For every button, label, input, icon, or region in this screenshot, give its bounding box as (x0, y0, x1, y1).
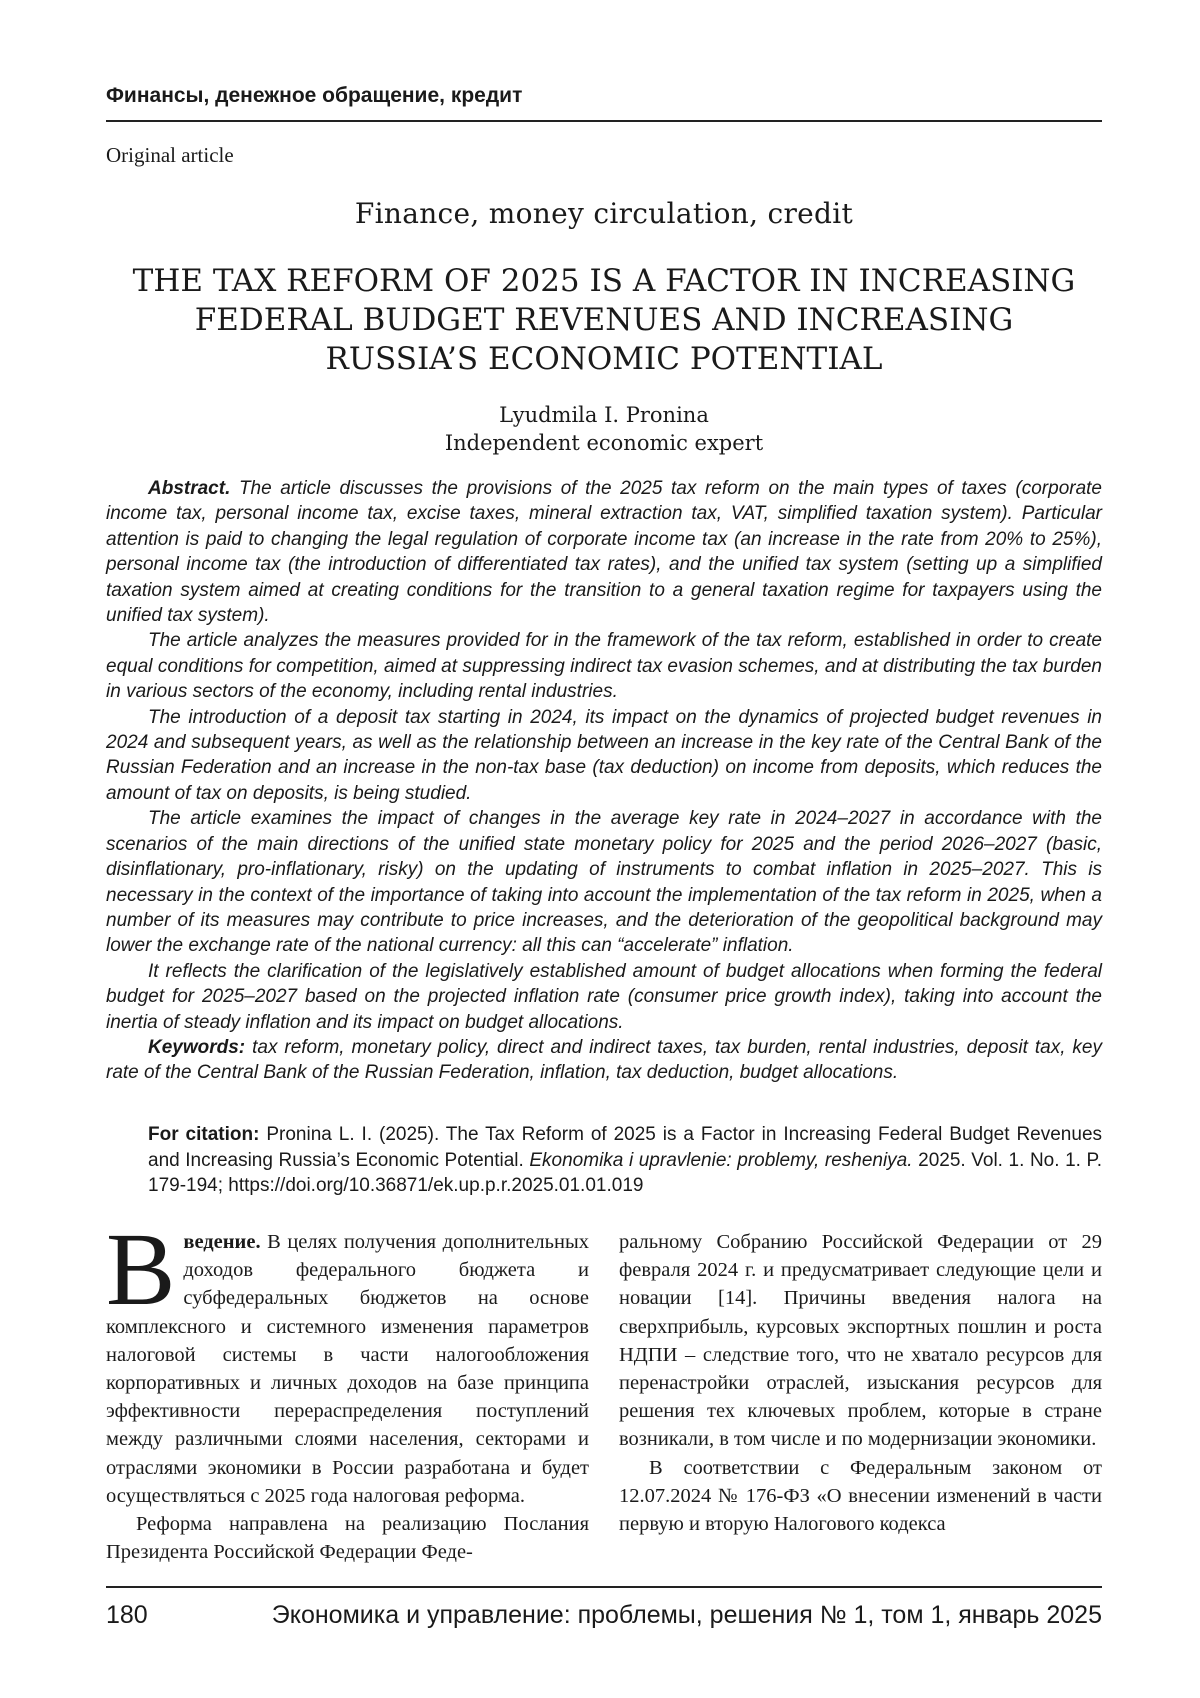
abstract-paragraph: The article examines the impact of changes in the average key rate in 2024–2027 in accordance with the scenarios of the main directions of the unified state monetary policy for 2025 and the period 2026–2027 (basic, disinflationary, pro-inflationary, risky) on the updating of instruments to combat inflation in 2025–2027. This is necessary in the context of the importance of taking into account the implementation of the tax reform in 2025, when a number of its measures may contribute to price increases, and the deterioration of the geopolitical background may lower the exchange rate of the national currency: all this can “accelerate” inflation. (106, 806, 1102, 958)
abstract-label: Abstract. (148, 478, 230, 499)
header-rule (106, 120, 1102, 122)
keywords (106, 1035, 1102, 1086)
keywords-text: tax reform, monetary policy, direct and indirect taxes, tax burden, rental industries, deposit tax, key rate of the Central Bank of the Russian Federation, inflation, tax deduction, budget allocations. (106, 1037, 1102, 1083)
citation-journal: Ekonomika i upravlenie: problemy, resheniya. (529, 1150, 912, 1171)
abstract-paragraph (106, 476, 1102, 628)
body-paragraph: Реформа направлена на реализацию Послания Президента Российской Федерации Феде- (106, 1510, 589, 1566)
section-title: Finance, money circulation, credit (106, 197, 1102, 230)
citation-details: 2025. Vol. 1. No. 1. P. 179-194; https://doi.org/10.36871/ek.up.p.r.2025.01.01.019 (148, 1150, 1102, 1197)
footer-rule (106, 1586, 1102, 1588)
citation-label: For citation: (148, 1124, 259, 1145)
journal-footer: Экономика и управление: проблемы, решения № 1, том 1, январь 2025 (272, 1601, 1102, 1630)
body-paragraph: В соответствии с Федеральным законом от 12.07.2024 № 176-ФЗ «О внесении изменений в части первую и вторую Налогового кодекса (619, 1454, 1102, 1539)
article-title-line: FEDERAL BUDGET REVENUES AND INCREASING (106, 301, 1102, 340)
running-title: Финансы, денежное обращение, кредит (106, 84, 1102, 108)
section-lead-word: ведение. (183, 1231, 260, 1253)
article-type: Original article (106, 143, 234, 168)
body-paragraph: ральному Собранию Российской Федерации от 29 февраля 2024 г. и предусматривает следующие цели и новации [14]. Причины введения налога на сверхприбыль, курсовых экспортных пошлин и роста НДПИ – следствие того, что не хватало ресурсов для перенастройки отраслей, изыскания ресурсов для решения тех ключевых проблем, которые в стране возникали, в том числе и по модернизации экономики. (619, 1228, 1102, 1454)
keywords-label: Keywords: (148, 1037, 245, 1058)
abstract-paragraph: The introduction of a deposit tax starting in 2024, its impact on the dynamics of projected budget revenues in 2024 and subsequent years, as well as the relationship between an increase in the key rate of the Central Bank of the Russian Federation and an increase in the non-tax base (tax deduction) on income from deposits, which reduces the amount of tax on deposits, is being studied. (106, 705, 1102, 807)
body-column-right (619, 1228, 1102, 1538)
article-title (106, 262, 1102, 379)
abstract-paragraph: It reflects the clarification of the legislatively established amount of budget allocations when forming the federal budget for 2025–2027 based on the projected inflation rate (consumer price growth index), taking into account the inertia of steady inflation and its impact on budget allocations. (106, 959, 1102, 1035)
body-column-left (106, 1228, 589, 1566)
citation-block (148, 1122, 1102, 1199)
citation-text: Pronina L. I. (2025). The Tax Reform of 2025 is a Factor in Increasing Federal Budget Revenues and Increasing Russia’s Economic Potential. (148, 1124, 1102, 1171)
abstract-paragraph: The article analyzes the measures provided for in the framework of the tax reform, established in order to create equal conditions for competition, aimed at suppressing indirect tax evasion schemes, and at distributing the tax burden in various sectors of the economy, including rental industries. (106, 628, 1102, 704)
drop-cap: В (106, 1230, 175, 1310)
abstract-text: The article discusses the provisions of the 2025 tax reform on the main types of taxes (corporate income tax, personal income tax, excise taxes, mineral extraction tax, VAT, simplified taxation system). Particular attention is paid to changing the legal regulation of corporate income tax (an increase in the rate from 20% to 25%), personal income tax (the introduction of differentiated tax rates), and the unified tax system (setting up a simplified taxation system aimed at creating conditions for the transition to a general taxation regime for taxpayers using the unified tax system). (106, 478, 1102, 626)
body-text: В целях получения дополнительных доходов федерального бюджета и субфедеральных бюджетов на основе комплексного и системного изменения параметров налоговой системы в части налогообложения корпоративных и личных доходов на базе принципа эффективности перераспределения поступлений между различными слоями населения, секторами и отраслями экономики в России разработана и будет осуществляться с 2025 года налоговая реформа. (106, 1231, 589, 1507)
article-title-line: RUSSIA’S ECONOMIC POTENTIAL (106, 340, 1102, 379)
body-paragraph (106, 1228, 589, 1510)
abstract (106, 476, 1102, 1086)
author-name: Lyudmila I. Pronina (106, 401, 1102, 429)
author-block (106, 401, 1102, 457)
article-title-line: THE TAX REFORM OF 2025 IS A FACTOR IN INCREASING (106, 262, 1102, 301)
article-page (0, 0, 1200, 1698)
page-number: 180 (106, 1601, 148, 1630)
author-affiliation: Independent economic expert (106, 429, 1102, 457)
